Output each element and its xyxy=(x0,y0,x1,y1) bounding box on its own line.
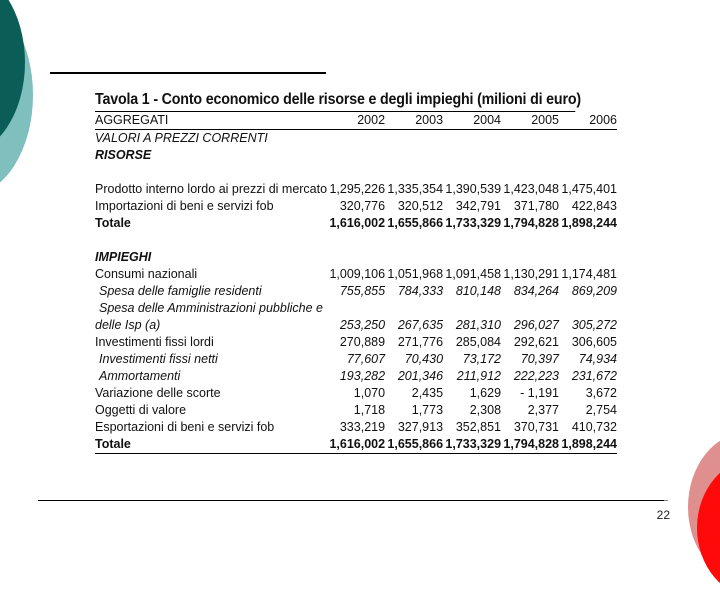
header-label: AGGREGATI xyxy=(95,112,327,130)
cell-value: 1,070 xyxy=(353,386,386,400)
cell-value: 231,672 xyxy=(571,369,617,383)
row-label: Spesa delle Amministrazioni pubbliche e xyxy=(99,301,323,315)
table-row-total xyxy=(95,215,617,232)
table-header-row xyxy=(95,112,617,130)
row-label: Investimenti fissi netti xyxy=(99,352,218,366)
cell-value: 1,629 xyxy=(469,386,502,400)
cell-value: 371,780 xyxy=(513,199,559,213)
cell-value: 1,051,968 xyxy=(387,267,444,281)
cell-value: 281,310 xyxy=(455,318,502,332)
table-title xyxy=(95,90,581,112)
cell-value: 2,435 xyxy=(411,386,444,400)
cell-value: 193,282 xyxy=(339,369,386,383)
cell-value: 2,308 xyxy=(469,403,502,417)
cell-value: 320,512 xyxy=(397,199,444,213)
cell-value: 1,091,458 xyxy=(445,267,502,281)
cell-value: 1,390,539 xyxy=(445,182,502,196)
table-row xyxy=(95,317,617,334)
cell-value: 1,794,828 xyxy=(501,436,559,454)
cell-value: 70,397 xyxy=(520,352,559,366)
cell-value: 1,423,048 xyxy=(503,182,559,196)
cell-value: 73,172 xyxy=(462,352,502,366)
cell-value: 267,635 xyxy=(397,318,444,332)
table-row xyxy=(95,300,617,317)
data-table xyxy=(95,112,617,454)
section-label: RISORSE xyxy=(95,148,152,162)
row-label: Totale xyxy=(95,436,327,454)
cell-value: 1,174,481 xyxy=(561,267,617,281)
table-row xyxy=(95,402,617,419)
cell-value: 342,791 xyxy=(455,199,502,213)
cell-value: 1,295,226 xyxy=(329,182,386,196)
cell-value: 1,718 xyxy=(353,403,386,417)
cell-value: 1,655,866 xyxy=(387,216,444,230)
cell-value: 1,475,401 xyxy=(561,182,617,196)
section-row-impieghi xyxy=(95,249,617,266)
table-row xyxy=(95,385,617,402)
cell-value: 70,430 xyxy=(404,352,444,366)
table-row xyxy=(95,198,617,215)
row-label: Esportazioni di beni e servizi fob xyxy=(95,420,275,434)
cell-value: 74,934 xyxy=(578,352,617,366)
row-label: Consumi nazionali xyxy=(95,267,198,281)
cell-value: 306,605 xyxy=(571,335,617,349)
cell-value: 285,084 xyxy=(455,335,502,349)
row-label: Ammortamenti xyxy=(99,369,181,383)
header-year: 2004 xyxy=(443,112,501,130)
row-label: Oggetti di valore xyxy=(95,403,187,417)
cell-value: 296,027 xyxy=(513,318,559,332)
cell-value: 755,855 xyxy=(339,284,386,298)
table-title-text: Tavola 1 - Conto economico delle risorse e degli impieghi (milioni di euro) xyxy=(95,91,581,108)
spacer-row xyxy=(95,164,617,181)
row-label: Variazione delle scorte xyxy=(95,386,221,400)
footer-rule-tick xyxy=(664,500,668,501)
cell-value: 2,377 xyxy=(527,403,559,417)
header-year: 2002 xyxy=(327,112,385,130)
cell-value: 1,130,291 xyxy=(503,267,559,281)
cell-value: 410,732 xyxy=(571,420,617,434)
cell-value: - 1,191 xyxy=(520,386,559,400)
cell-value: 292,621 xyxy=(513,335,559,349)
economic-account-table xyxy=(95,90,617,454)
table-row xyxy=(95,419,617,436)
spacer-row xyxy=(95,232,617,249)
cell-value: 201,346 xyxy=(397,369,444,383)
cell-value: 327,913 xyxy=(397,420,444,434)
row-label: delle Isp (a) xyxy=(95,318,161,332)
cell-value: 3,672 xyxy=(585,386,617,400)
cell-value: 1,335,354 xyxy=(387,182,444,196)
row-label: Importazioni di beni e servizi fob xyxy=(95,199,274,213)
row-label: Spesa delle famiglie residenti xyxy=(99,284,262,298)
row-label: Totale xyxy=(95,216,131,230)
cell-value: 271,776 xyxy=(397,335,444,349)
table-row-total xyxy=(95,436,617,454)
cell-value: 370,731 xyxy=(513,420,559,434)
cell-value: 253,250 xyxy=(339,318,386,332)
table-row xyxy=(95,266,617,283)
cell-value: 1,794,828 xyxy=(503,216,559,230)
header-year: 2006 xyxy=(559,112,617,130)
header-year: 2005 xyxy=(501,112,559,130)
subheader-row xyxy=(95,130,617,148)
table-row xyxy=(95,283,617,300)
row-label: Investimenti fissi lordi xyxy=(95,335,214,349)
cell-value: 352,851 xyxy=(455,420,502,434)
header-year: 2003 xyxy=(385,112,443,130)
table-row xyxy=(95,334,617,351)
cell-value: 1,733,329 xyxy=(443,436,501,454)
cell-value: 1,898,244 xyxy=(559,436,617,454)
cell-value: 320,776 xyxy=(339,199,386,213)
cell-value: 270,889 xyxy=(339,335,386,349)
subheader-label: VALORI A PREZZI CORRENTI xyxy=(95,131,268,145)
title-rule xyxy=(50,72,326,74)
cell-value: 77,607 xyxy=(346,352,386,366)
row-label: Prodotto interno lordo ai prezzi di mercato xyxy=(95,182,328,196)
cell-value: 1,655,866 xyxy=(385,436,443,454)
page-number: 22 xyxy=(656,508,670,522)
table-row xyxy=(95,181,617,198)
cell-value: 1,898,244 xyxy=(561,216,617,230)
table-row xyxy=(95,351,617,368)
cell-value: 810,148 xyxy=(455,284,502,298)
cell-value: 869,209 xyxy=(571,284,617,298)
section-row-risorse xyxy=(95,147,617,164)
cell-value: 1,616,002 xyxy=(329,216,386,230)
cell-value: 333,219 xyxy=(339,420,386,434)
footer-rule xyxy=(38,500,664,501)
cell-value: 305,272 xyxy=(571,318,617,332)
table-row xyxy=(95,368,617,385)
cell-value: 1,616,002 xyxy=(327,436,385,454)
cell-value: 222,223 xyxy=(513,369,559,383)
section-label: IMPIEGHI xyxy=(95,250,152,264)
cell-value: 784,333 xyxy=(397,284,444,298)
cell-value: 834,264 xyxy=(513,284,559,298)
cell-value: 211,912 xyxy=(456,369,502,383)
cell-value: 1,733,329 xyxy=(445,216,502,230)
cell-value: 1,773 xyxy=(411,403,444,417)
cell-value: 422,843 xyxy=(571,199,617,213)
cell-value: 1,009,106 xyxy=(329,267,386,281)
cell-value: 2,754 xyxy=(585,403,617,417)
